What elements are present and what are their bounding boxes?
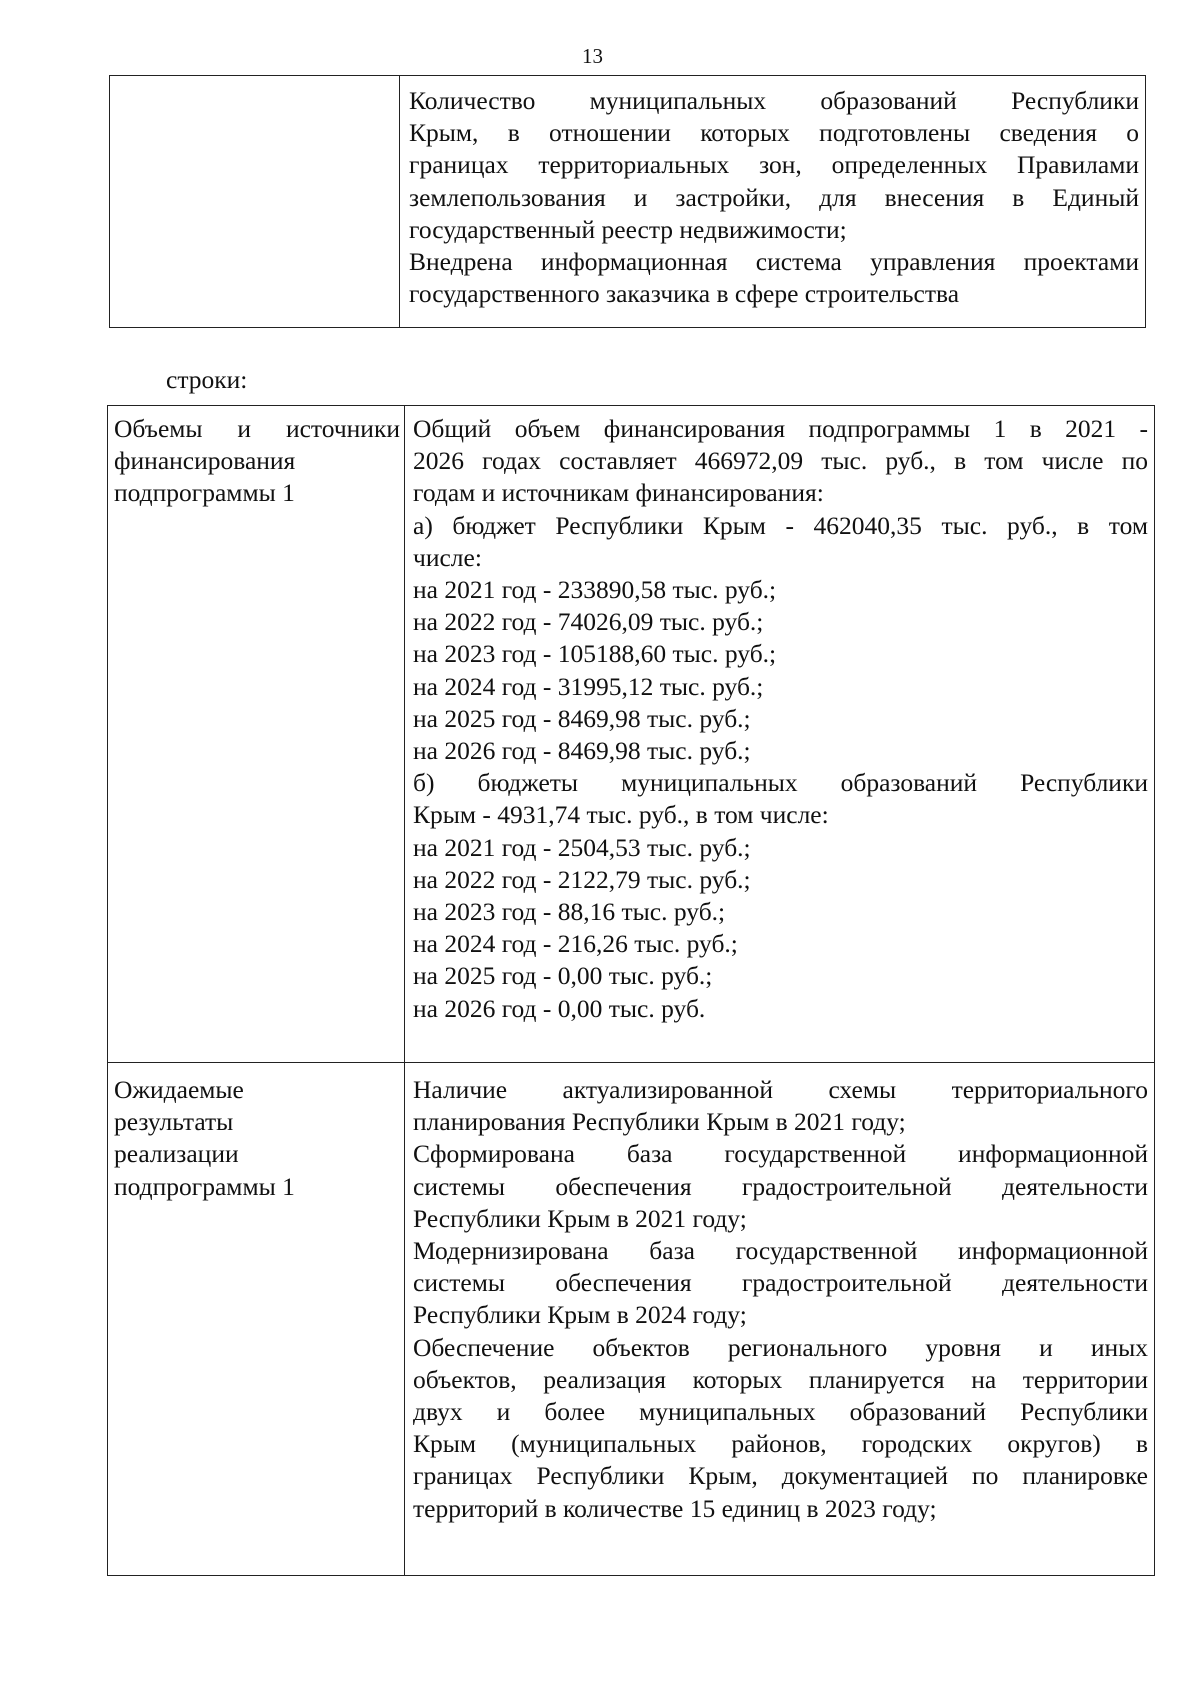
table-row — [108, 1063, 1155, 1576]
text-line: границах территориальных зон, определенных Правилами — [409, 150, 1139, 180]
text-line: Ожидаемые — [114, 1075, 244, 1104]
text-line: Крым (муниципальных районов, городских округов) в — [413, 1429, 1148, 1459]
table-row — [108, 406, 1155, 1063]
text-line: государственный реестр недвижимости; — [409, 214, 847, 244]
text-line: системы обеспечения градостроительной деятельности — [413, 1171, 1148, 1201]
text-line: Модернизирована база государственной информационной — [413, 1236, 1148, 1266]
text-line: Наличие актуализированной схемы территориального — [413, 1075, 1148, 1104]
financing-label — [114, 413, 400, 510]
text-line: а) бюджет Республики Крым - 462040,35 тыс. руб., в том — [413, 510, 1148, 540]
text-line: территорий в количестве 15 единиц в 2023 году; — [413, 1493, 937, 1523]
text-line: планирования Республики Крым в 2021 году; — [413, 1107, 906, 1137]
text-line: на 2023 год - 105188,60 тыс. руб.; — [413, 639, 777, 669]
text-line: Сформирована база государственной информационной — [413, 1139, 1148, 1169]
text-line: на 2022 год - 2122,79 тыс. руб.; — [413, 864, 751, 894]
text-line: подпрограммы 1 — [114, 1171, 295, 1201]
text-line: годам и источникам финансирования: — [413, 478, 824, 508]
text-line: объектов, реализация которых планируется на территории — [413, 1364, 1148, 1394]
text-line: Количество муниципальных образований Республики — [409, 86, 1139, 115]
text-line: двух и более муниципальных образований Республики — [413, 1397, 1148, 1427]
results-label-cell — [108, 1063, 405, 1576]
text-line: Республики Крым в 2024 году; — [413, 1300, 747, 1330]
section-label: строки: — [166, 365, 248, 394]
text-line: Внедрена информационная система управления проектами — [409, 247, 1139, 277]
text-line: землепользования и застройки, для внесения в Единый — [409, 182, 1139, 212]
financing-label-cell — [108, 406, 405, 1063]
text-line: на 2024 год - 216,26 тыс. руб.; — [413, 929, 738, 959]
text-line: системы обеспечения градостроительной деятельности — [413, 1268, 1148, 1298]
text-line: Крым - 4931,74 тыс. руб., в том числе: — [413, 800, 829, 830]
text-line: на 2025 год - 8469,98 тыс. руб.; — [413, 703, 751, 733]
text-line: на 2021 год - 233890,58 тыс. руб.; — [413, 575, 777, 605]
text-line: на 2021 год - 2504,53 тыс. руб.; — [413, 832, 751, 862]
table1-right-cell — [400, 76, 1146, 328]
results-text — [413, 1074, 1148, 1525]
result-text — [409, 85, 1139, 310]
results-label — [114, 1074, 400, 1203]
continuation-table — [109, 75, 1146, 328]
text-line: результаты — [114, 1107, 234, 1137]
text-line: Общий объем финансирования подпрограммы 1 в 2021 - — [413, 414, 1148, 443]
financing-text — [413, 413, 1148, 1025]
text-line: финансирования — [114, 446, 296, 476]
text-line: государственного заказчика в сфере строительства — [409, 279, 960, 309]
text-line: подпрограммы 1 — [114, 478, 295, 508]
text-line: на 2026 год - 8469,98 тыс. руб.; — [413, 736, 751, 766]
text-line: на 2023 год - 88,16 тыс. руб.; — [413, 897, 726, 927]
results-value-cell — [405, 1063, 1155, 1576]
page-number: 13 — [582, 44, 603, 68]
text-line: Объемы и источники — [114, 414, 400, 443]
text-line: на 2022 год - 74026,09 тыс. руб.; — [413, 607, 764, 637]
text-line: 2026 годах составляет 466972,09 тыс. руб., в том числе по — [413, 446, 1148, 476]
text-line: границах Республики Крым, документацией по планировке — [413, 1461, 1148, 1491]
table-row — [110, 76, 1146, 328]
text-line: на 2026 год - 0,00 тыс. руб. — [413, 993, 706, 1023]
text-line: Республики Крым в 2021 году; — [413, 1203, 747, 1233]
text-line: на 2025 год - 0,00 тыс. руб.; — [413, 961, 713, 991]
passport-table — [107, 405, 1155, 1576]
table1-left-cell — [110, 76, 400, 328]
text-line: числе: — [413, 542, 482, 572]
financing-value-cell — [405, 406, 1155, 1063]
text-line: Обеспечение объектов регионального уровня и иных — [413, 1332, 1148, 1362]
text-line: реализации — [114, 1139, 239, 1169]
text-line: б) бюджеты муниципальных образований Республики — [413, 768, 1148, 798]
text-line: на 2024 год - 31995,12 тыс. руб.; — [413, 671, 764, 701]
text-line: Крым, в отношении которых подготовлены сведения о — [409, 118, 1139, 148]
